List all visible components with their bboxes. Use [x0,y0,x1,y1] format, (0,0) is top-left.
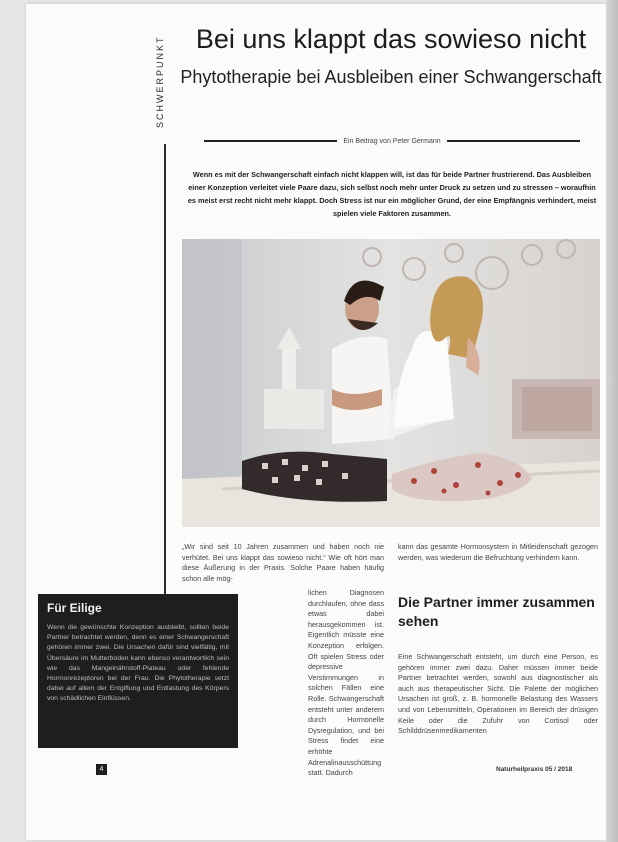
article-title: Bei uns klappt das sowieso nicht [195,24,587,54]
byline: Ein Beitrag von Peter Germann [343,137,441,145]
summary-box [38,594,238,748]
couple-photo [182,239,600,527]
page-edge-shadow [606,0,618,842]
section-tag: SCHWERPUNKT [155,35,165,129]
lead-paragraph: Wenn es mit der Schwangerschaft einfach nicht klappen will, ist das für beide Partner frustrierend. Das Ausbleiben einer Konzeption verleitet viele Paare dazu, sich selbst noch mehr unter Druck zu setzen und zu stressen – woraufhin es meist erst recht nicht mehr klappt. Doch Stress ist nur ein möglicher Grund, der eine Empfängnis verhindert, meist spielen viele Faktoren zusammen. [187,170,597,218]
article-subtitle: Phytotherapie bei Ausbleiben einer Schwangerschaft [180,67,602,87]
publication-footer: Naturheilpraxis 05 / 2018 [496,766,573,773]
page-number: 4 [96,764,107,775]
byline-rule-right [447,140,580,142]
couple-illustration [182,239,600,527]
body-column-left-narrow: lichen Diagnosen durchlaufen, ohne dass etwas dabei herausgekommen ist. Eigentlich müsste eine Konzeption erfolgen. Oft spielen Stress oder depressive Verstimmungen in solchen Fällen eine Rolle. Schwangerschaft entsteht unter anderem durch Hormonelle Dysregulation, und bei Stress findet eine erhöhte Adrenalinausschüttung statt. Dadurch [308,588,384,778]
body-column-right-2: Eine Schwangerschaft entsteht, um durch eine Person, es gehören immer zwei dazu. Daher müssen immer beide Partner betrachtet werden, sowohl aus diagnostischer als auch aus therapeutischer Sicht. Die Palette der möglichen Ursachen ist groß, z. B. hormonelle Belastung des Wassers und von Lebensmitteln, Operationen im Bereich der drüsigen Keile oder die Zufuhr von Cortisol oder Schilddrüsenmedikamenten [398,652,598,736]
section-heading: Die Partner immer zusammen sehen [398,594,595,629]
summary-title: Für Eilige [47,601,102,615]
byline-row [204,134,580,148]
summary-text: Wenn die gewünschte Konzeption ausbleibt, sollten beide Partner betrachtet werden, denn es einer Schwangerschaft gehören immer zwei. Die Ursachen dafür sind vielfältig, mit Übersäure im Mutterboden kann ebenso verantwortlich sein wie das Mangelnährstoff-Plateau oder fehlende Hormonrezeptoren bei der Frau. Die Phytotherapie setzt dabei auf allem der Entgiftung und Entlastung des Körpers von schädlichen Einflüssen. [47,624,229,703]
body-column-left: „Wir sind seit 10 Jahren zusammen und haben noch nie verhütet. Bei uns klappt das sowieso nicht.“ Wie oft hört man diese Äußerung in der Praxis. Solche Paare haben häufig schon alle mög- [182,542,384,583]
byline-rule-left [204,140,337,142]
body-column-right: kann das gesamte Hormonsystem in Mitleidenschaft gezogen werden, was wiederum die Befruchtung verhindern kann. [398,542,598,562]
vertical-rule [164,144,166,664]
